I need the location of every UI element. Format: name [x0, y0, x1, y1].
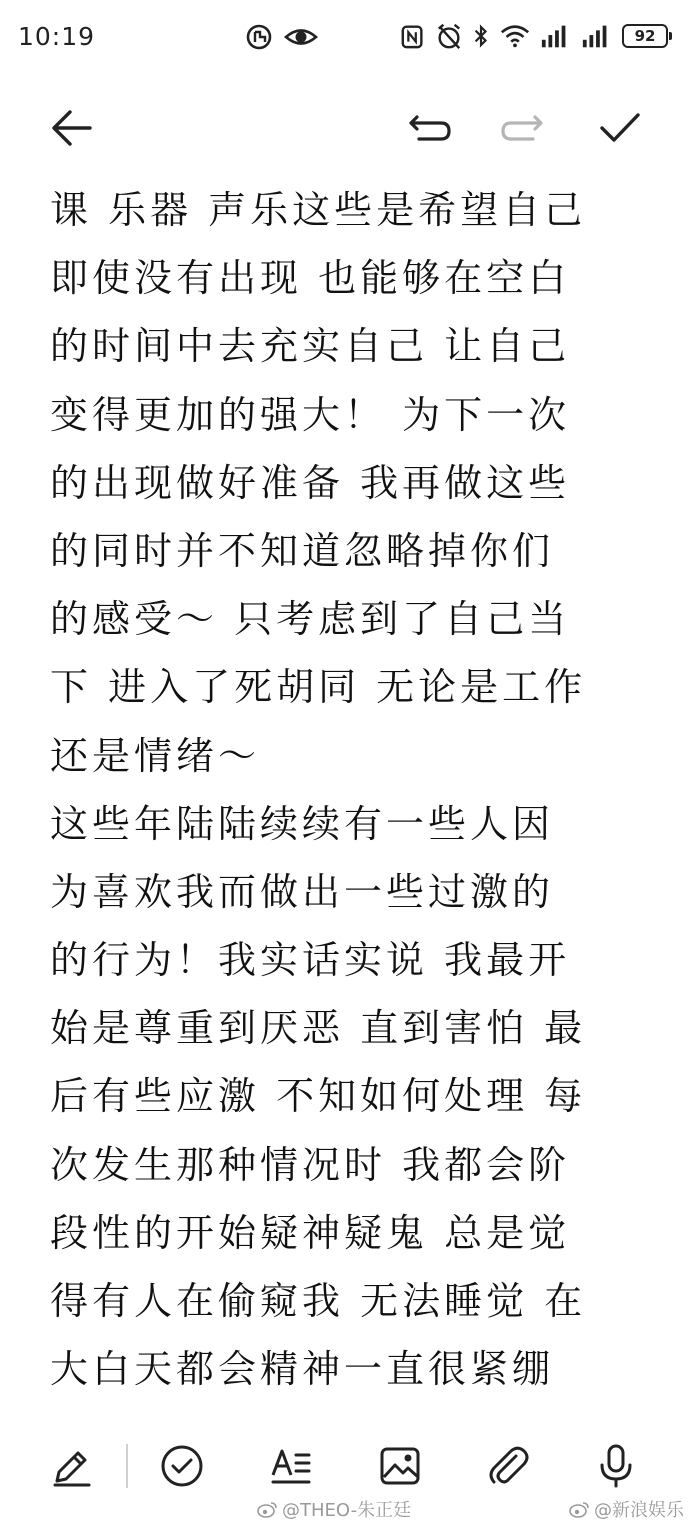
watermark-left	[256, 1496, 411, 1522]
status-bar	[0, 0, 690, 76]
battery-level: 92	[634, 27, 656, 45]
note-line: 得有人在偷窥我 无法睡觉 在	[50, 1279, 587, 1323]
text-format-icon	[269, 1445, 315, 1487]
redo-button[interactable]	[490, 96, 554, 160]
note-line: 大白天都会精神一直很紧绷	[50, 1347, 555, 1392]
arrow-left-icon	[50, 108, 94, 148]
note-line: 的同时并不知道忽略掉你们	[50, 528, 555, 573]
toolbar-divider	[126, 1444, 128, 1488]
signal-icon	[540, 20, 572, 52]
eye-icon	[284, 20, 318, 52]
note-line: 的行为！我实话实说 我最开	[50, 938, 571, 983]
status-time: 10:19	[18, 22, 96, 51]
attachment-icon	[486, 1444, 530, 1488]
confirm-button[interactable]	[588, 96, 652, 160]
back-button[interactable]	[40, 96, 104, 160]
note-line: 变得更加的强大！ 为下一次	[50, 392, 571, 437]
voice-input-button[interactable]	[588, 1438, 644, 1494]
note-line: 课 乐器 声乐这些是希望自己	[50, 188, 587, 232]
insert-image-button[interactable]	[372, 1438, 428, 1494]
status-left-icons	[244, 20, 318, 52]
microphone-icon	[598, 1443, 634, 1489]
weibo-logo-icon	[568, 1500, 590, 1518]
text-format-button[interactable]	[264, 1438, 320, 1494]
note-line: 的感受～ 只考虑到了自己当	[50, 597, 571, 642]
attachment-button[interactable]	[480, 1438, 536, 1494]
note-line: 的出现做好准备 我再做这些	[50, 460, 571, 505]
note-line: 的时间中去充实自己 让自己	[50, 324, 571, 369]
note-line: 为喜欢我而做出一些过激的	[50, 869, 555, 914]
checklist-icon	[159, 1443, 205, 1489]
handwriting-button[interactable]	[44, 1438, 100, 1494]
watermark-left-text: @THEO-朱正廷	[282, 1500, 412, 1521]
note-line: 还是情绪～	[50, 733, 261, 778]
undo-icon	[407, 111, 453, 145]
watermark-right-text: @新浪娱乐	[594, 1500, 684, 1521]
wifi-icon	[499, 20, 531, 52]
signal-icon	[581, 20, 613, 52]
note-line: 即使没有出现 也能够在空白	[50, 256, 571, 301]
app-notification-icon	[244, 20, 274, 52]
checklist-button[interactable]	[154, 1438, 210, 1494]
undo-button[interactable]	[398, 96, 462, 160]
check-icon	[599, 111, 641, 145]
redo-icon	[499, 111, 545, 145]
note-line: 后有些应激 不知如何处理 每	[50, 1074, 587, 1119]
note-line: 次发生那种情况时 我都会阶	[50, 1142, 571, 1187]
weibo-logo-icon	[256, 1500, 278, 1518]
note-line: 段性的开始疑神疑鬼 总是觉	[50, 1210, 571, 1255]
battery-indicator	[622, 24, 668, 48]
nfc-icon	[400, 20, 426, 52]
bottom-toolbar	[0, 1430, 690, 1504]
bluetooth-icon	[472, 20, 490, 52]
note-line: 这些年陆陆续续有一些人因	[50, 801, 555, 846]
editor-toolbar	[0, 96, 690, 160]
note-line: 下 进入了死胡同 无论是工作	[50, 665, 587, 710]
status-right-icons	[400, 20, 668, 52]
pen-icon	[51, 1445, 93, 1487]
note-line: 始是尊重到厌恶 直到害怕 最	[50, 1006, 587, 1051]
note-body[interactable]	[50, 176, 650, 1403]
image-icon	[378, 1444, 422, 1488]
alarm-off-icon	[435, 20, 463, 52]
watermark-right	[568, 1496, 684, 1522]
